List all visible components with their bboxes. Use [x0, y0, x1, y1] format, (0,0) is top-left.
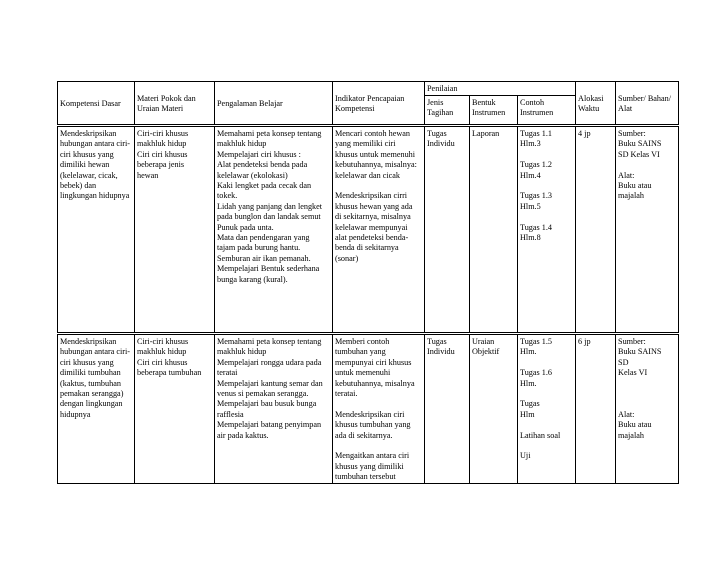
cell-line	[618, 160, 676, 170]
cell-line: Kelas VI	[618, 368, 648, 378]
cell-line: Hlm.8	[520, 233, 541, 243]
cell-line: Mendeskripsikan	[60, 337, 117, 346]
cell-line: makhluk hidup	[137, 347, 187, 357]
cell-line: Individu	[427, 347, 455, 357]
cell-jenis-tagihan	[425, 334, 470, 484]
header-sumber	[616, 82, 679, 126]
cell-line: tokek.	[217, 191, 238, 201]
cell-alokasi	[576, 334, 616, 484]
cell-line: Hlm	[520, 409, 535, 419]
cell-materi	[135, 334, 215, 484]
cell-line: Kaki lengket pada cecak dan	[217, 181, 312, 191]
cell-line: Sumber:	[618, 337, 646, 346]
cell-jenis-tagihan	[425, 126, 470, 334]
cell-line: majalah	[618, 191, 644, 201]
cell-line: Memahami peta konsep tentang	[217, 129, 322, 138]
cell-alokasi	[576, 126, 616, 334]
cell-line: SD	[618, 357, 629, 367]
cell-bentuk-instrumen	[470, 334, 518, 484]
cell-line: Sumber:	[618, 129, 646, 138]
cell-line: Mendeskripsikan cirri	[335, 191, 408, 201]
cell-line: di sekitarnya, misalnya	[335, 212, 411, 222]
cell-line: Buku atau	[618, 420, 652, 430]
cell-line: dimiliki tumbuhan	[60, 368, 121, 378]
cell-line: Hlm.	[520, 347, 537, 357]
cell-line: Hlm.5	[520, 201, 541, 211]
cell-line: rafflesia	[217, 409, 244, 419]
cell-line: Latihan soal	[520, 430, 561, 440]
cell-line: Mempelajari Bentuk sederhana	[217, 264, 320, 274]
cell-line	[520, 420, 573, 430]
cell-line: air pada kaktus.	[217, 430, 269, 440]
header-text: Waktu	[578, 104, 600, 113]
cell-bentuk-instrumen	[470, 126, 518, 334]
cell-line	[520, 212, 573, 222]
cell-line: kebutuhannya, misalnya	[335, 378, 415, 388]
cell-line: makhluk hidup	[137, 139, 187, 149]
cell-line	[335, 181, 422, 191]
cell-line	[618, 399, 676, 409]
cell-line: Alat pendeteksi benda pada	[217, 160, 308, 170]
header-text: Penilaian	[427, 84, 458, 93]
cell-line: alat pendeteksi benda-	[335, 233, 409, 243]
cell-line: hubungan antara ciri-	[60, 139, 131, 149]
cell-line: pemakan serangga)	[60, 389, 124, 399]
cell-line	[520, 358, 573, 368]
header-pengalaman-belajar	[215, 82, 333, 126]
cell-line: (kelelawar, cicak,	[60, 170, 118, 180]
cell-line: Hlm.4	[520, 170, 541, 180]
cell-line: venus si pemakan serangga.	[217, 389, 309, 399]
cell-line: Tugas 1.6	[520, 368, 553, 378]
cell-line: Ciri-ciri khusus	[137, 337, 189, 346]
cell-line	[335, 441, 422, 451]
cell-line: Individu	[427, 139, 455, 149]
header-kompetensi-dasar	[58, 82, 135, 126]
cell-line: Mengaitkan antara ciri	[335, 451, 410, 461]
header-text: Pengalaman Belajar	[217, 98, 283, 108]
header-materi-pokok	[135, 82, 215, 126]
cell-line: yang memiliki ciri	[335, 139, 396, 149]
cell-line: tumbuhan yang	[335, 347, 386, 357]
cell-line: bunga karang (kural).	[217, 274, 288, 284]
cell-line: (kaktus, tumbuhan	[60, 378, 121, 388]
header-text: Tagihan	[427, 108, 454, 118]
header-text: Alat	[618, 104, 633, 113]
cell-line: khusus yang dimiliki	[335, 461, 404, 471]
cell-line: Memberi contoh	[335, 337, 390, 346]
cell-line: dimiliki hewan	[60, 160, 110, 170]
cell-sumber	[616, 126, 679, 334]
cell-line: majalah	[618, 430, 644, 440]
cell-line: Uji	[520, 451, 531, 461]
cell-line: Tugas 1.1	[520, 129, 553, 138]
cell-line: Ciri-ciri khusus	[137, 129, 189, 138]
cell-contoh-instrumen	[518, 334, 576, 484]
cell-line: Laporan	[472, 129, 500, 138]
header-text: Kompetensi Dasar	[60, 98, 121, 108]
cell-line: kebutuhannya, misalnya:	[335, 160, 417, 170]
header-jenis-tagihan	[425, 96, 470, 126]
cell-line: makhluk hidup	[217, 139, 267, 149]
cell-line: Hlm.3	[520, 139, 541, 149]
cell-line: Punuk pada unta.	[217, 222, 274, 232]
header-text: Uraian Materi	[137, 104, 184, 113]
cell-line: Tugas 1.4	[520, 222, 553, 232]
cell-line: (sonar)	[335, 253, 359, 263]
cell-line: lingkungan hidupnya	[60, 191, 130, 201]
cell-line: Mendeskripsikan ciri	[335, 409, 405, 419]
cell-line: Objektif	[472, 347, 500, 357]
cell-line: kelelawar dan cicak	[335, 170, 401, 180]
cell-indikator	[333, 334, 425, 484]
cell-materi	[135, 126, 215, 334]
cell-line: Mempelajari kantung semar dan	[217, 378, 323, 388]
cell-line: benda di sekitarnya	[335, 243, 399, 253]
cell-line: Hlm.	[520, 378, 537, 388]
cell-line: hidupnya	[60, 409, 91, 419]
table-row	[58, 334, 679, 484]
cell-line: Mempelajari bau busuk bunga	[217, 399, 317, 409]
cell-line: makhluk hidup	[217, 347, 267, 357]
cell-indikator	[333, 126, 425, 334]
cell-line: tumbuhan tersebut	[335, 472, 396, 482]
syllabus-table	[57, 81, 679, 484]
cell-line: Ciri ciri khusus	[137, 357, 188, 367]
cell-line: Alat:	[618, 409, 635, 419]
cell-kompetensi	[58, 126, 135, 334]
cell-line	[618, 389, 676, 399]
cell-pengalaman	[215, 334, 333, 484]
cell-contoh-instrumen	[518, 126, 576, 334]
cell-pengalaman	[215, 126, 333, 334]
cell-line: kelelawar (ekolokasi)	[217, 170, 288, 180]
cell-line	[520, 150, 573, 160]
cell-line: Tugas	[520, 399, 540, 409]
cell-line	[520, 441, 573, 451]
cell-line: hubungan antara ciri-	[60, 347, 131, 357]
header-text: Instrumen	[520, 108, 554, 118]
cell-line: Lidah yang panjang dan lengket	[217, 201, 323, 211]
cell-line: SD Kelas VI	[618, 149, 660, 159]
cell-line: Uraian	[472, 337, 495, 346]
header-text: Instrumen	[472, 108, 506, 118]
header-bentuk-instrumen	[470, 96, 518, 126]
cell-line: Tugas 1.2	[520, 160, 553, 170]
header-text: Indikator Pencapaian	[335, 93, 405, 103]
header-text: Jenis	[427, 98, 444, 107]
cell-line: Alat:	[618, 170, 635, 180]
cell-line	[520, 389, 573, 399]
cell-line: Tugas 1.3	[520, 191, 553, 201]
cell-line: Buku SAINS	[618, 139, 662, 149]
cell-line: teratai.	[335, 389, 358, 399]
cell-line: ciri khusus yang	[60, 357, 114, 367]
cell-line: dengan lingkungan	[60, 399, 123, 409]
cell-line: beberapa tumbuhan	[137, 368, 202, 378]
cell-line: Tugas	[427, 337, 447, 346]
cell-line: bebek) dan	[60, 181, 97, 191]
cell-line: ciri khusus yang	[60, 149, 114, 159]
header-text: Alokasi	[578, 93, 604, 103]
header-text: Kompetensi	[335, 104, 375, 113]
cell-line: Buku SAINS	[618, 347, 662, 357]
header-penilaian	[425, 82, 576, 96]
cell-line: kelelawar mempunyai	[335, 222, 408, 232]
cell-line: pada bunglon dan landak semut	[217, 212, 321, 222]
cell-line: mempunyai ciri khusus	[335, 357, 412, 367]
cell-line: Mata dan pendengaran yang	[217, 233, 310, 243]
cell-line: Memahami peta konsep tentang	[217, 337, 322, 346]
cell-line: Mempelajari batang penyimpan	[217, 420, 322, 430]
header-text: Sumber/ Bahan/	[618, 93, 672, 103]
cell-line: untuk memenuhi	[335, 368, 391, 378]
cell-sumber	[616, 334, 679, 484]
cell-line: Mencari contoh hewan	[335, 129, 411, 138]
cell-line: teratai	[217, 368, 238, 378]
cell-line: Tugas 1.5	[520, 337, 553, 346]
cell-line	[520, 181, 573, 191]
cell-line: 4 jp	[578, 129, 591, 138]
header-text: Materi Pokok dan	[137, 93, 196, 103]
cell-line	[335, 399, 422, 409]
cell-line: khusus tumbuhan yang	[335, 420, 411, 430]
cell-line: beberapa jenis	[137, 160, 185, 170]
cell-line: Ciri ciri khusus	[137, 149, 188, 159]
cell-line: khusus untuk memenuhi	[335, 149, 416, 159]
cell-line: khusus hewan yang ada	[335, 201, 413, 211]
header-alokasi-waktu	[576, 82, 616, 126]
cell-line: tajam pada burung hantu.	[217, 243, 301, 253]
header-text: Contoh	[520, 98, 545, 107]
cell-line: hewan	[137, 170, 159, 180]
cell-line: Mendeskripsikan	[60, 129, 117, 138]
cell-line: Tugas	[427, 129, 447, 138]
header-text: Bentuk	[472, 98, 496, 107]
header-contoh-instrumen	[518, 96, 576, 126]
header-indikator	[333, 82, 425, 126]
cell-line: Semburan air ikan pemanah.	[217, 253, 311, 263]
cell-line: Mempelajari ciri khusus :	[217, 149, 301, 159]
cell-line: Mempelajari rongga udara pada	[217, 357, 322, 367]
cell-line: 6 jp	[578, 337, 591, 346]
cell-line	[618, 379, 676, 389]
table-row	[58, 126, 679, 334]
cell-line: Buku atau	[618, 181, 652, 191]
cell-line: ada di sekitarnya.	[335, 430, 393, 440]
cell-kompetensi	[58, 334, 135, 484]
